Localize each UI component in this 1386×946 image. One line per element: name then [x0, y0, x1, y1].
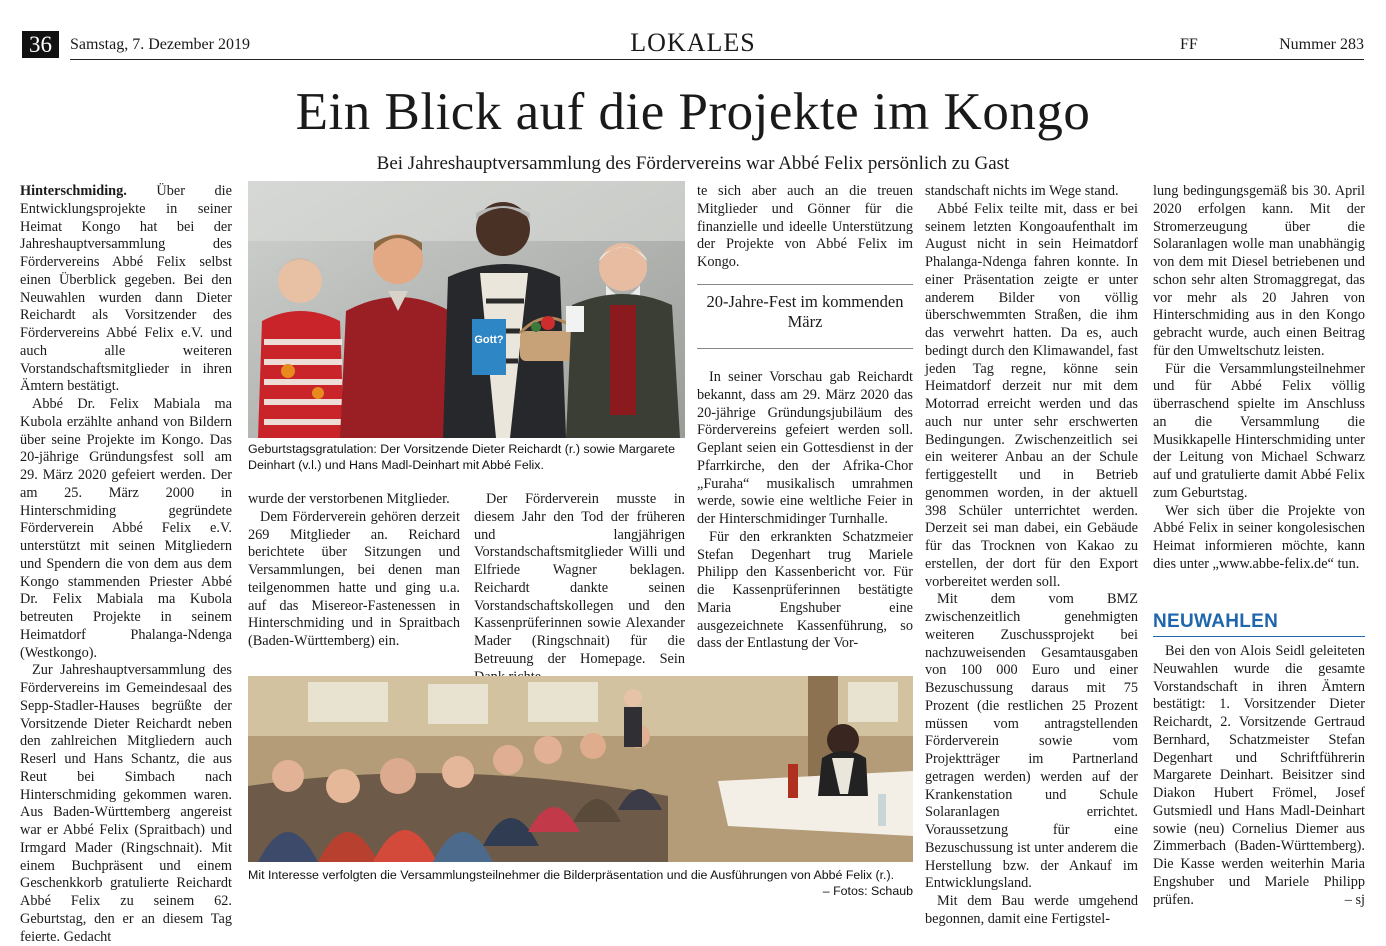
- box-rule-bottom: [697, 348, 913, 349]
- paragraph-text: Bei den von Alois Seidl geleiteten Neuwahlen wurde die gesamte Vorstandschaft in ihren Ämtern bestätigt: 1. Vorsitzender Dieter Reichardt, 2. Vorsitzende Gertraud Bernhard, Schatzmeister Stefan Degenhart und Schriftführerin Margarete Deinhart. Beisitzer sind Diakon Hubert Frömel, Josef Gutsmiedl und Hans Madl-Deinhart sowie (neu) Cornelius Diemer aus Zimmerbach (Baden-Württemberg). Die Kasse werden weiterhin Maria Engshuber und Mariele Philipp prüfen.: [1153, 643, 1365, 908]
- paragraph: [1153, 643, 1365, 909]
- column-4-top: [697, 183, 913, 273]
- photo-2-caption-text: Mit Interesse verfolgten die Versammlungsteilnehmer die Bilderpräsentation und die Ausführungen von Abbé Felix (r.).: [248, 868, 895, 882]
- paragraph: Abbé Dr. Felix Mabiala ma Kubola erzählte anhand von Bildern über seine Projekte im Kongo. Das 20-jährige Gründungsfest soll am 29. März 2020 gefeiert werden. Der am 25. März 2000 in Hinterschmiding gegründete Förderverein Abbé Felix e.V. unterstützt mit seinen Mitgliedern und Spendern die von dem aus dem Kongo stammenden Priester Abbé Dr. Felix Mabiala ma Kubola betreuten Projekte in seinem Heimatdorf Phalanga-Ndenga (Westkongo).: [20, 396, 232, 661]
- column-4-bottom: [697, 369, 913, 665]
- paragraph: lung bedingungsgemäß bis 30. April 2020 erfolgen kann. Mit der Stromerzeugung über die Solaranlagen wolle man unabhängig von dem mit Diesel betriebenen und schon sehr alten Stromaggregat, das vor mehr als 20 Jahren von Hinterschmiding aus in den Kongo gebracht wurde, auch einen Beitrag für den Umweltschutz leisten.: [1153, 183, 1365, 359]
- column-2: [248, 491, 460, 666]
- paragraph: Mit dem vom BMZ zwischenzeitlich genehmigten weiteren Zuschussprojekt bei nachzuweisenden Gesamtausgaben von 100 000 Euro und einer Bezuschussung daraus mit 75 Prozent (die restlichen 25 Prozent müssen vom antragstellenden Förderverein sowie vom Projektträger im Partnerland getragen werden) werden auf der Krankenstation und Schule Solaranlagen errichtet. Voraussetzung für eine Bezuschussung ist unter anderem die Herstellung bzw. der Ankauf im Entwicklungsland.: [925, 591, 1138, 892]
- paragraph: Der Förderverein musste in diesem Jahr den Tod der früheren und langjährigen Vorstandschaftsmitglieder Willi und Elfriede Wagner beklagen. Reichardt dankte seinen Vorstandschaftskollegen und den Kassenprüferinnen sowie Alexander Mader (Ringschnait) für die Betreuung der Homepage. Sein: [474, 491, 685, 667]
- issue-date: Samstag, 7. Dezember 2019: [70, 36, 250, 53]
- column-6-bottom: [1153, 643, 1365, 908]
- paragraph: Für den erkrankten Schatzmeier Stefan Degenhart trug Mariele Philipp den Kassenbericht vor. Für die Kassenprüferinnen bestätigte Maria Engshuber eine ausgezeichnete Kassenführung, so dass der Entlastung der Vor-: [697, 528, 913, 652]
- paragraph: Wer sich über die Projekte von Abbé Felix in seiner kongolesischen Heimat informieren möchte, kann dies unter „www.abbe-felix.de“ tun.: [1153, 502, 1365, 572]
- paragraph: standschaft nichts im Wege stand.: [925, 183, 1119, 199]
- paragraph: Für die Versammlungsteilnehmer und für Abbé Felix völlig überraschend spielte im Anschluss an die Versammlung die Musikkapelle Hinterschmiding unter der Leitung von Michael Schwarz auf und gratulierte damit Abbé Felix zum Geburtstag.: [1153, 360, 1365, 501]
- book-title: Gott?: [474, 334, 504, 346]
- paragraph: wurde der verstorbenen Mitglieder.: [248, 491, 450, 507]
- paragraph: te sich aber auch an die treuen Mitglieder und Gönner für die finanzielle und ideelle Unterstützung der Projekte von Abbé Felix im Kongo.: [697, 183, 913, 270]
- photo-2-caption: [248, 868, 913, 899]
- photo-1-caption: Geburtstagsgratulation: Der Vorsitzende Dieter Reichardt (r.) sowie Margarete Deinhart (v.l.) und Hans Madl-Deinhart mit Abbé Felix.: [248, 442, 675, 472]
- column-1: [20, 183, 232, 945]
- page-number: 36: [22, 31, 59, 58]
- neuwahlen-rule: [1153, 636, 1365, 637]
- paragraph: Mit dem Bau werde umgehend begonnen, damit eine Fertigstel-: [925, 893, 1138, 927]
- issue-number: Nummer 283: [1279, 36, 1364, 53]
- box-rule-top: [697, 284, 913, 285]
- paragraph: In seiner Vorschau gab Reichardt bekannt, dass am 29. März 2020 das 20-jährige Gründungsjubiläum des Fördervereins gefeiert werden soll. Geplant seien ein Gottesdienst in der Pfarrkirche, den der Afrika-Chor „Furaha“ musikalisch umrahmen werde, sowie eine weltliche Feier in der Hinterschmidinger Turnhalle.: [697, 369, 913, 527]
- subheadline: Bei Jahreshauptversammlung des Fördervereins war Abbé Felix persönlich zu Gast: [376, 153, 1010, 174]
- edition-code: FF: [1180, 36, 1198, 53]
- column-6: [1153, 183, 1365, 599]
- photo-birthday-congratulation: [248, 181, 685, 438]
- paragraph: Abbé Felix teilte mit, dass er bei seinem letzten Kongoaufenthalt im August nicht in sein Heimatdorf Phalanga-Ndenga fahren konnte. In einer Präsentation zeigte er unter anderem Bilder von völlig überschwemmten Straßen, die ihm das verwehrt hatten. Da es, auch bedingt durch den Klimawandel, fast jeden Tag regne, könne sein Heimatdorf derzeit nur mit dem Motorrad erreicht werden und das auch nur unter sehr erschwerten Bedingungen. Zwischenzeitlich sei ein weiterer Anbau an der Schule fertiggestellt und in Betrieb genommen worden, in der aktuell 398 Schüler unterrichtet werden. Derzeit sei man dabei, ein Gebäude für das Trocknen von Kakao zu erstellen, der dort für den Export vorbereitet werden soll.: [925, 200, 1138, 590]
- photo-illustration: [248, 676, 913, 862]
- neuwahlen-heading: NEUWAHLEN: [1153, 611, 1279, 632]
- paragraph: Dem Förderverein gehören derzeit 269 Mitglieder an. Reichard berichtete über Sitzungen und Versammlungen, bei denen man teilgenommen hatte und ging u.a. auf das Misereor-Fastenessen in Hinterschmiding und in Spraitbach (Baden-Württemberg) ein.: [248, 508, 460, 649]
- column-3: [474, 491, 685, 666]
- author-initials: – sj: [1344, 891, 1365, 908]
- photo-meeting-audience: [248, 676, 913, 862]
- dateline: Hinterschmiding.: [20, 183, 127, 199]
- photo-illustration: [248, 181, 685, 438]
- photo-credit: – Fotos: Schaub: [822, 883, 913, 898]
- section-title: LOKALES: [630, 28, 756, 57]
- box-heading: 20-Jahre-Fest im kommenden März: [706, 292, 904, 331]
- header-rule: [70, 59, 1364, 60]
- paragraph: Über die Entwicklungsprojekte in seiner Heimat Kongo hat bei der Jahreshauptversammlung des Fördervereins Abbé Felix selbst einen Überblick gegeben. Bei den Neuwahlen wurden dann Dieter Reichardt als Vorsitzender des Fördervereins Abbé Felix e.V. und auch alle weiteren Vorstandschaftsmitglieder in ihren Ämtern bestätigt.: [20, 183, 232, 395]
- headline: Ein Blick auf die Projekte im Kongo: [295, 83, 1091, 141]
- column-5: [925, 183, 1138, 927]
- paragraph: Zur Jahreshauptversammlung des Fördervereins im Gemeindesaal des Sepp-Stadler-Hauses begrüßte der Vorsitzende Dieter Reichardt neben den zahlreichen Mitgliedern auch Reserl und Hans Schantz, die aus Reut bei Simbach nach Hinterschmiding gekommen waren. Aus Baden-Württemberg angereist war er Abbé Felix (Spraitbach) und Irmgard Mader (Ringschnait). Mit einem Buchpräsent und einem Geschenkkorb gratulierte Reichardt Abbé Felix zu seinem 62. Geburtstag, den er an diesem Tag feierte. Gedacht: [20, 662, 232, 945]
